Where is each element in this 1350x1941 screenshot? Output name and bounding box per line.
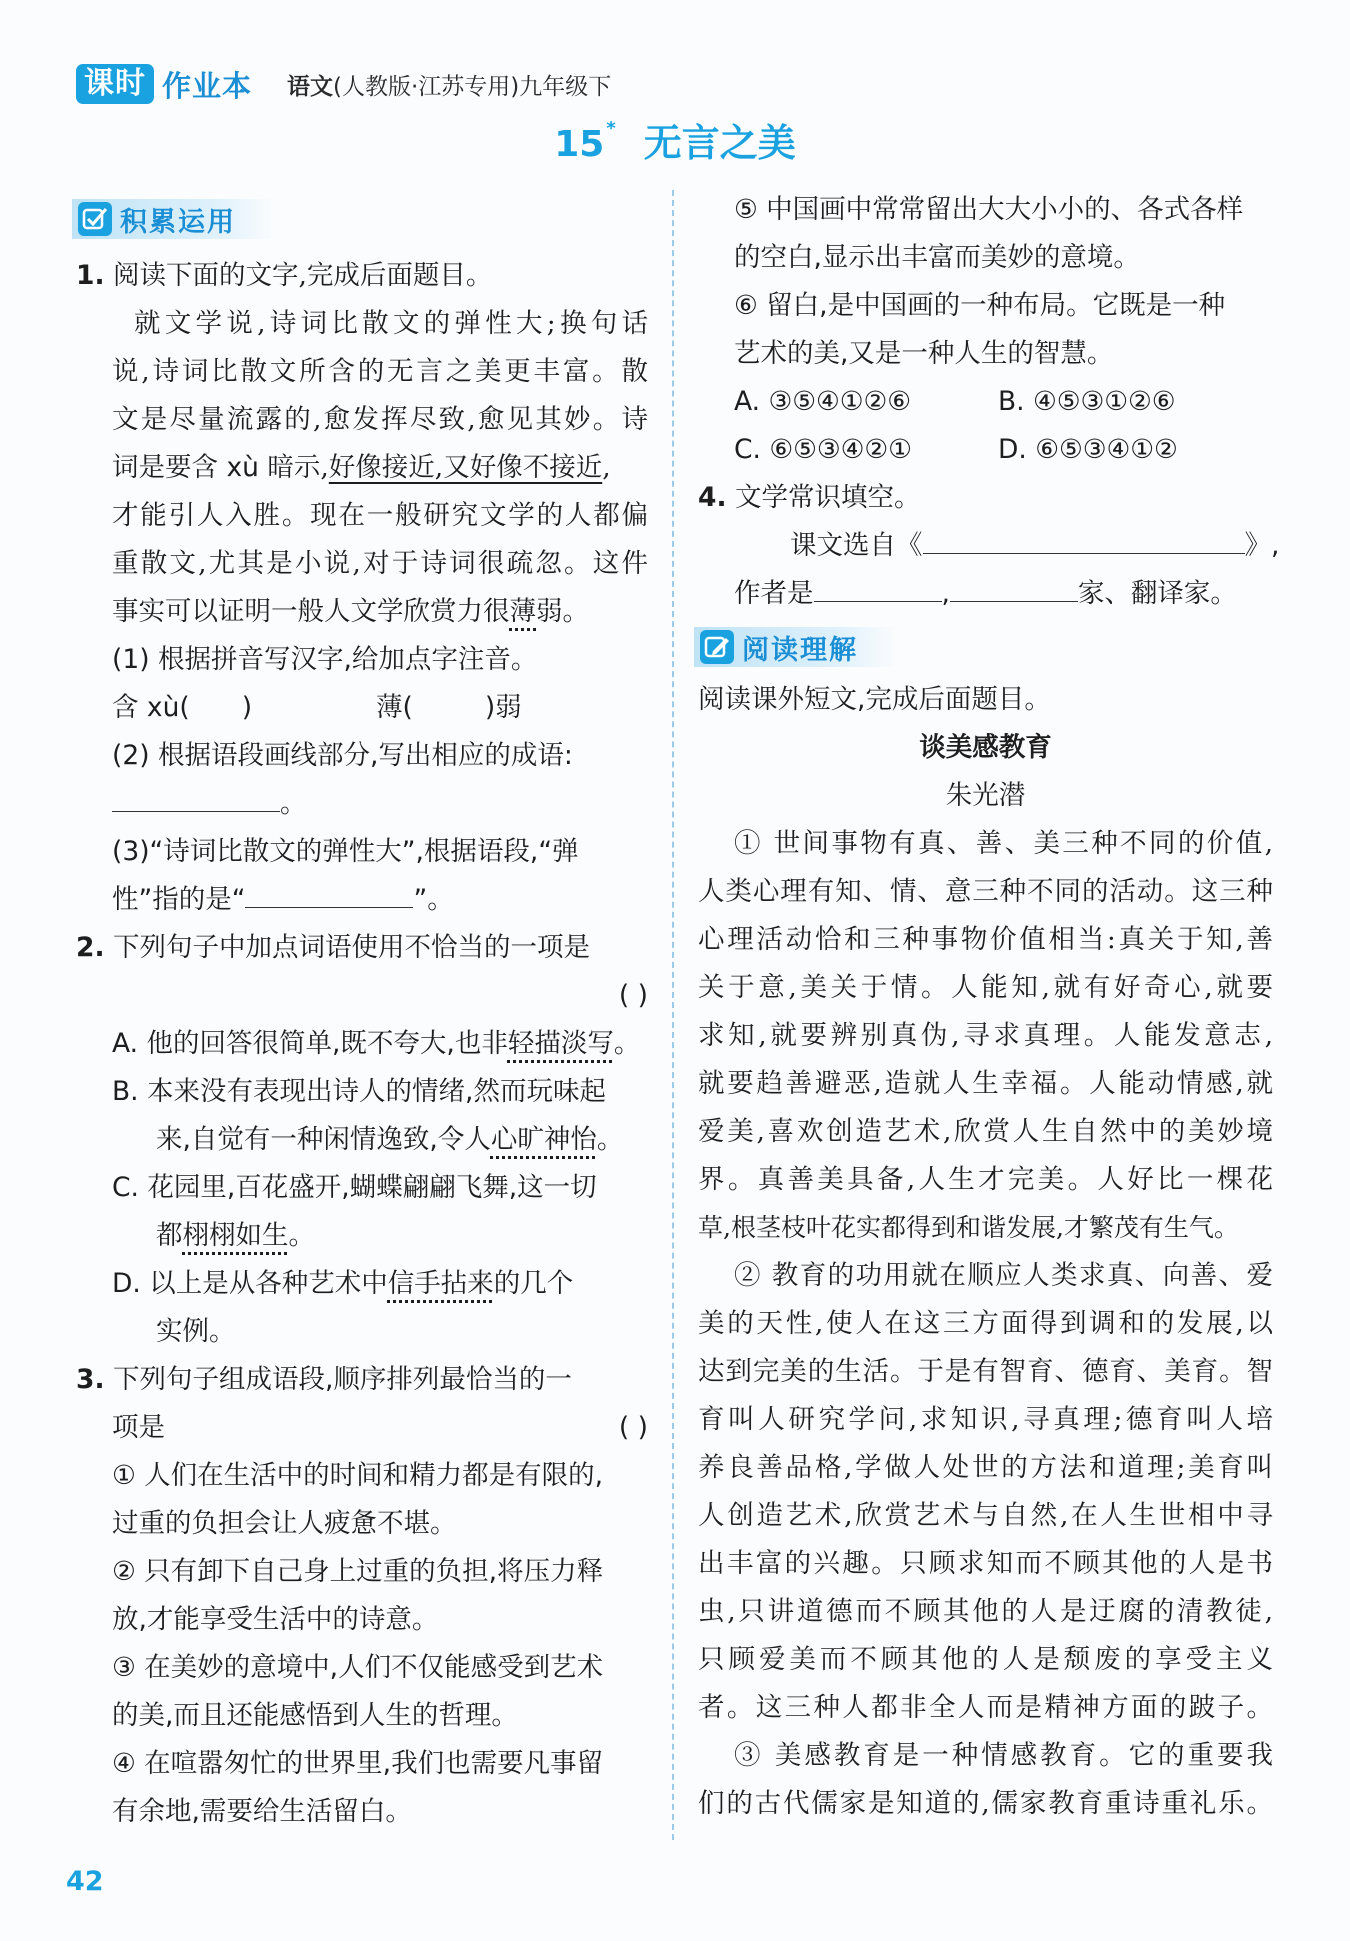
q3-sentence: 放,才能享受生活中的诗意。 [112, 1604, 439, 1635]
q3-sentence: ① 人们在生活中的时间和精力都是有限的, [112, 1460, 604, 1491]
q3-sentence: ③ 在美妙的意境中,人们不仅能感受到艺术 [112, 1652, 604, 1683]
q2-option-d[interactable]: D. 以上是从各种艺术中信手拈来的几个 [112, 1268, 574, 1299]
article-line: 界。真善美具备,人生才完美。人好比一棵花 [698, 1164, 1273, 1195]
q1-sub3-answer: 性”指的是“ ”。 [112, 880, 454, 920]
q3-option-b[interactable]: B. ④⑤③①②⑥ [998, 386, 1176, 417]
subject: 语文 [287, 74, 333, 100]
article-line: 者。这三种人都非全人而是精神方面的跛子。 [698, 1692, 1273, 1723]
article-line: ② 教育的功用就在顺应人类求真、向善、爱 [734, 1260, 1273, 1291]
q2-option-c[interactable]: C. 花园里,百花盛开,蝴蝶翩翩飞舞,这一切 [112, 1172, 597, 1203]
brand-mark: 课时 [76, 64, 154, 104]
column-divider [672, 190, 674, 1840]
article-line: 关于意,美关于情。人能知,就有好奇心,就要 [698, 972, 1273, 1003]
q3-sentence: ⑤ 中国画中常常留出大大小小的、各式各样 [734, 194, 1244, 225]
answer-blank[interactable] [245, 881, 413, 908]
q3-sentence: 艺术的美,又是一种人生的智慧。 [734, 338, 1114, 369]
q4-stem: 4. 文学常识填空。 [698, 482, 921, 513]
q1-stem: 1. 阅读下面的文字,完成后面题目。 [76, 260, 493, 291]
article-line: ③ 美感教育是一种情感教育。它的重要我 [734, 1740, 1273, 1771]
lesson-name: 无言之美 [643, 121, 796, 165]
q3-sentence: ② 只有卸下自己身上过重的负担,将压力释 [112, 1556, 604, 1587]
brand-logo [76, 64, 252, 104]
article-line: 达到完美的生活。于是有智育、德育、美育。智 [698, 1356, 1273, 1387]
brand-name: 作业本 [162, 68, 253, 103]
q1-sub1-answers: 薄( )弱 [376, 692, 522, 723]
article-line: 爱美,喜欢创造艺术,欣赏人生自然中的美妙境 [698, 1116, 1273, 1147]
q2-answer-paren[interactable]: ( ) [618, 980, 648, 1011]
q1-passage-line: 重散文,尤其是小说,对于诗词很疏忽。这件 [112, 548, 648, 579]
article-line: 虫,只讲道德而不顾其他的人是迂腐的清教徒, [698, 1596, 1273, 1627]
q3-sentence: ④ 在喧嚣匆忙的世界里,我们也需要凡事留 [112, 1748, 604, 1779]
book-title [287, 68, 611, 101]
article-author: 朱光潜 [945, 780, 1026, 811]
section-title: 阅读理解 [742, 634, 858, 666]
q3-stem-cont: 项是 [112, 1412, 165, 1443]
q1-passage-line: 说,诗词比散文所含的无言之美更丰富。散 [112, 356, 648, 387]
q3-option-c[interactable]: C. ⑥⑤③④②① [734, 434, 912, 465]
q2-option-d-cont: 实例。 [156, 1316, 236, 1347]
section-title: 积累运用 [120, 206, 236, 238]
q2-option-b-cont: 来,自觉有一种闲情逸致,令人心旷神怡。 [156, 1124, 624, 1155]
pencil-icon [700, 630, 734, 664]
article-title: 谈美感教育 [919, 732, 1052, 763]
q4-line2: 作者是 , 家、翻译家。 [734, 574, 1237, 614]
q2-option-b[interactable]: B. 本来没有表现出诗人的情绪,然而玩味起 [112, 1076, 606, 1107]
q1-passage-line: 词是要含 xù 暗示,好像接近,又好像不接近, [112, 452, 611, 483]
article-line: ① 世间事物有真、善、美三种不同的价值, [734, 828, 1273, 859]
q3-option-d[interactable]: D. ⑥⑤③④①② [998, 434, 1178, 465]
edition: (人教版·江苏专用)九年级下 [333, 74, 612, 100]
q3-sentence: 的空白,显示出丰富而美妙的意境。 [734, 242, 1140, 273]
q1-sub1: (1) 根据拼音写汉字,给加点字注音。 [112, 644, 538, 675]
underlined-phrase: 好像接近,又好像不接近 [328, 452, 603, 483]
lesson-number: 15 [554, 124, 605, 165]
q1-passage-line: 文是尽量流露的,愈发挥尽致,愈见其妙。诗 [112, 404, 648, 435]
article-line: 就要趋善避恶,造就人生幸福。人能动情感,就 [698, 1068, 1273, 1099]
q3-option-a[interactable]: A. ③⑤④①②⑥ [734, 386, 912, 417]
section-accumulate [72, 198, 276, 240]
q3-stem: 3. 下列句子组成语段,顺序排列最恰当的一 [76, 1364, 572, 1395]
article-line: 们的古代儒家是知道的,儒家教育重诗重礼乐。 [698, 1788, 1273, 1819]
answer-blank[interactable] [112, 785, 280, 812]
answer-blank[interactable] [923, 527, 1245, 554]
q3-sentence: 有余地,需要给生活留白。 [112, 1796, 412, 1827]
article-line: 养良善品格,学做人处世的方法和道理;美育叫 [698, 1452, 1273, 1483]
section-reading [694, 626, 898, 668]
q1-passage-line: 才能引人入胜。现在一般研究文学的人都偏 [112, 500, 648, 531]
article-line: 出丰富的兴趣。只顾求知而不顾其他的人是书 [698, 1548, 1273, 1579]
article-line: 人类心理有知、情、意三种不同的活动。这三种 [698, 876, 1273, 907]
q1-sub3: (3)“诗词比散文的弹性大”,根据语段,“弹 [112, 836, 579, 867]
q1-sub2-answer: 。 [112, 784, 307, 824]
article-line: 只顾爱美而不顾其他的人是颓废的享受主义 [698, 1644, 1273, 1675]
q1-passage-line: 就文学说,诗词比散文的弹性大;换句话 [134, 308, 648, 339]
lesson-star: * [606, 118, 616, 139]
article-line: 心理活动恰和三种事物价值相当:真关于知,善 [698, 924, 1273, 955]
article-line: 求知,就要辨别真伪,寻求真理。人能发意志, [698, 1020, 1273, 1051]
article-line: 草,根茎枝叶花实都得到和谐发展,才繁茂有生气。 [698, 1213, 1239, 1242]
q1-passage-line: 事实可以证明一般人文学欣赏力很薄弱。 [112, 596, 589, 627]
reading-intro: 阅读课外短文,完成后面题目。 [698, 684, 1051, 715]
q4-line1: 课文选自《 》, [790, 526, 1279, 566]
q3-sentence: 过重的负担会让人疲惫不堪。 [112, 1508, 457, 1539]
q3-answer-paren[interactable]: ( ) [618, 1412, 648, 1443]
q1-sub2: (2) 根据语段画线部分,写出相应的成语: [112, 740, 573, 771]
dotted-char: 薄 [509, 596, 536, 627]
q2-stem: 2. 下列句子中加点词语使用不恰当的一项是 [76, 932, 590, 963]
article-line: 美的天性,使人在这三方面得到调和的发展,以 [698, 1308, 1273, 1339]
q3-sentence: ⑥ 留白,是中国画的一种布局。它既是一种 [734, 290, 1226, 321]
checkbox-pencil-icon [78, 202, 112, 236]
answer-blank[interactable] [814, 575, 942, 602]
lesson-title [0, 112, 1350, 167]
q1-sub1-answers: 含 xù( ) [112, 692, 253, 723]
article-line: 人创造艺术,欣赏艺术与自然,在人生世相中寻 [698, 1500, 1273, 1531]
article-line: 育叫人研究学问,求知识,寻真理;德育叫人培 [698, 1404, 1273, 1435]
page-number: 42 [66, 1866, 104, 1897]
q3-sentence: 的美,而且还能感悟到人生的哲理。 [112, 1700, 518, 1731]
q2-option-a[interactable]: A. 他的回答很简单,既不夸大,也非轻描淡写。 [112, 1028, 641, 1059]
q2-option-c-cont: 都栩栩如生。 [156, 1220, 315, 1251]
answer-blank[interactable] [950, 575, 1078, 602]
